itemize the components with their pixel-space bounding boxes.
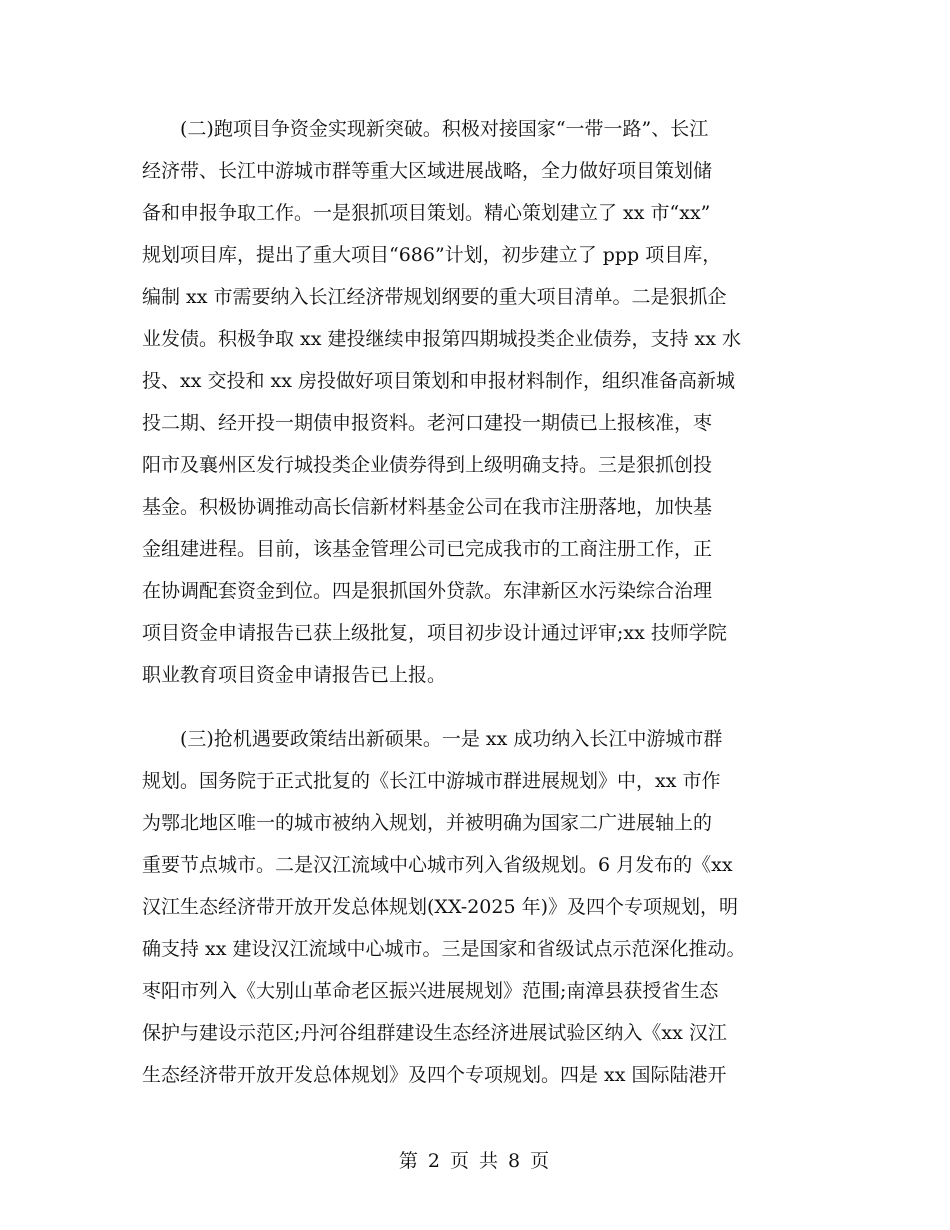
- paragraph-policy-results: [142, 718, 822, 1096]
- text-line: 编制 xx 市需要纳入长江经济带规划纲要的重大项目清单。二是狠抓企: [142, 286, 727, 308]
- text-line: 阳市及襄州区发行城投类企业债券得到上级明确支持。三是狠抓创投: [142, 454, 713, 476]
- page-number-footer: 第 2 页 共 8 页: [398, 1150, 552, 1172]
- text-line: 汉江生态经济带开放开发总体规划(XX-2025 年)》及四个专项规划，明: [142, 896, 739, 918]
- text-line: 确支持 xx 建设汉江流域中心城市。三是国家和省级试点示范深化推动。: [142, 938, 746, 960]
- text-line: 保护与建设示范区;丹河谷组群建设生态经济进展试验区纳入《xx 汉江: [142, 1022, 727, 1044]
- text-line: 重要节点城市。二是汉江流域中心城市列入省级规划。6 月发布的《xx: [142, 854, 733, 876]
- text-line: 职业教育项目资金申请报告已上报。: [142, 664, 447, 686]
- text-line: 金组建进程。目前，该基金管理公司已完成我市的工商注册工作，正: [142, 538, 713, 560]
- text-line: (二)跑项目争资金实现新突破。积极对接国家“一带一路”、长江: [180, 118, 709, 140]
- text-line: 生态经济带开放开发总体规划》及四个专项规划。四是 xx 国际陆港开: [142, 1064, 727, 1086]
- text-line: 投、xx 交投和 xx 房投做好项目策划和申报材料制作，组织准备高新城: [142, 370, 735, 392]
- text-line: 业发债。积极争取 xx 建投继续申报第四期城投类企业债券，支持 xx 水: [142, 328, 742, 350]
- text-line: 枣阳市列入《大别山革命老区振兴进展规划》范围;南漳县获授省生态: [142, 980, 719, 1002]
- text-line: 在协调配套资金到位。四是狠抓国外贷款。东津新区水污染综合治理: [142, 580, 713, 602]
- text-line: 投二期、经开投一期债申报资料。老河口建投一期债已上报核准，枣: [142, 412, 713, 434]
- text-line: (三)抢机遇要政策结出新硕果。一是 xx 成功纳入长江中游城市群: [180, 728, 723, 750]
- text-line: 经济带、长江中游城市群等重大区域进展战略，全力做好项目策划储: [142, 160, 713, 182]
- text-line: 备和申报争取工作。一是狠抓项目策划。精心策划建立了 xx 市“xx”: [142, 202, 711, 224]
- text-line: 基金。积极协调推动高长信新材料基金公司在我市注册落地，加快基: [142, 496, 713, 518]
- text-line: 项目资金申请报告已获上级批复，项目初步设计通过评审;xx 技师学院: [142, 622, 727, 644]
- text-line: 规划。国务院于正式批复的《长江中游城市群进展规划》中，xx 市作: [142, 770, 721, 792]
- paragraph-project-funding: [142, 108, 822, 696]
- text-line: 规划项目库，提出了重大项目“686”计划，初步建立了 ppp 项目库，: [142, 244, 722, 266]
- text-line: 为鄂北地区唯一的城市被纳入规划，并被明确为国家二广进展轴上的: [142, 812, 713, 834]
